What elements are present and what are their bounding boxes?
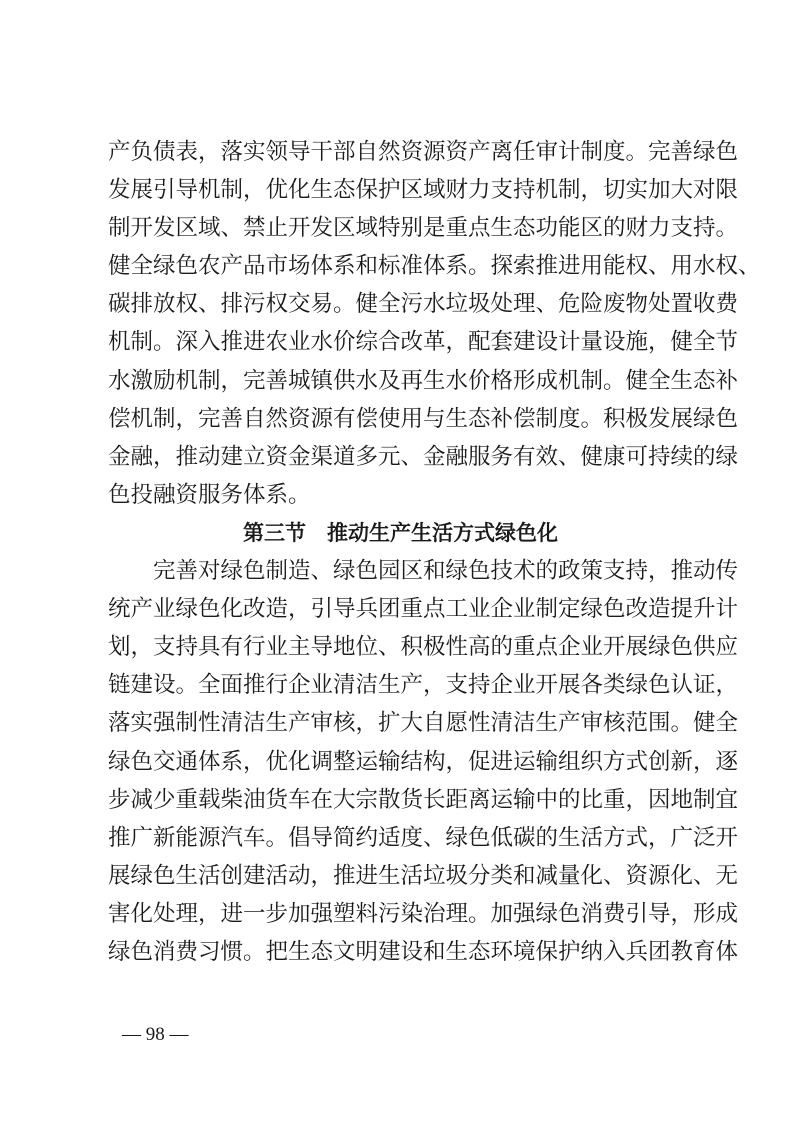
paragraph-line: 统产业绿色化改造，引导兵团重点工业企业制定绿色改造提升计	[108, 596, 739, 623]
paragraph-line: 绿色交通体系，优化调整运输结构，促进运输组织方式创新，逐	[108, 748, 739, 775]
paragraph-line: 机制。深入推进农业水价综合改革，配套建设计量设施，健全节	[108, 329, 739, 356]
paragraph-line: 步减少重载柴油货车在大宗散货长距离运输中的比重，因地制宜	[108, 786, 739, 813]
paragraph-line: 推广新能源汽车。倡导简约适度、绿色低碳的生活方式，广泛开	[108, 824, 739, 851]
paragraph-line: 偿机制，完善自然资源有偿使用与生态补偿制度。积极发展绿色	[108, 405, 739, 432]
paragraph-line: 划，支持具有行业主导地位、积极性高的重点企业开展绿色供应	[108, 634, 739, 661]
paragraph-line: 碳排放权、排污权交易。健全污水垃圾处理、危险废物处置收费	[108, 291, 739, 318]
page-number: — 98 —	[122, 1024, 189, 1045]
paragraph-line: 绿色消费习惯。把生态文明建设和生态环境保护纳入兵团教育体	[108, 938, 739, 965]
paragraph-2	[108, 552, 739, 971]
paragraph-line: 害化处理，进一步加强塑料污染治理。加强绿色消费引导，形成	[108, 900, 739, 927]
paragraph-line: 链建设。全面推行企业清洁生产，支持企业开展各类绿色认证，	[108, 672, 739, 699]
paragraph-line: 健全绿色农产品市场体系和标准体系。探索推进用能权、用水权、	[108, 253, 761, 280]
paragraph-line: 制开发区域、禁止开发区域特别是重点生态功能区的财力支持。	[108, 215, 739, 242]
paragraph-line: 展绿色生活创建活动，推进生活垃圾分类和减量化、资源化、无	[108, 862, 739, 889]
paragraph-line: 发展引导机制，优化生态保护区域财力支持机制，切实加大对限	[108, 177, 739, 204]
paragraph-line: 完善对绿色制造、绿色园区和绿色技术的政策支持，推动传	[153, 558, 739, 585]
paragraph-line: 金融，推动建立资金渠道多元、金融服务有效、健康可持续的绿	[108, 443, 739, 470]
paragraph-line: 产负债表，落实领导干部自然资源资产离任审计制度。完善绿色	[108, 139, 739, 165]
document-body	[108, 133, 761, 971]
paragraph-line: 落实强制性清洁生产审核，扩大自愿性清洁生产审核范围。健全	[108, 710, 739, 737]
section-heading: 第三节 推动生产生活方式绿色化	[243, 520, 558, 545]
paragraph-line: 水激励机制，完善城镇供水及再生水价格形成机制。健全生态补	[108, 367, 739, 394]
paragraph-line: 色投融资服务体系。	[108, 481, 311, 508]
paragraph-1	[108, 133, 761, 514]
